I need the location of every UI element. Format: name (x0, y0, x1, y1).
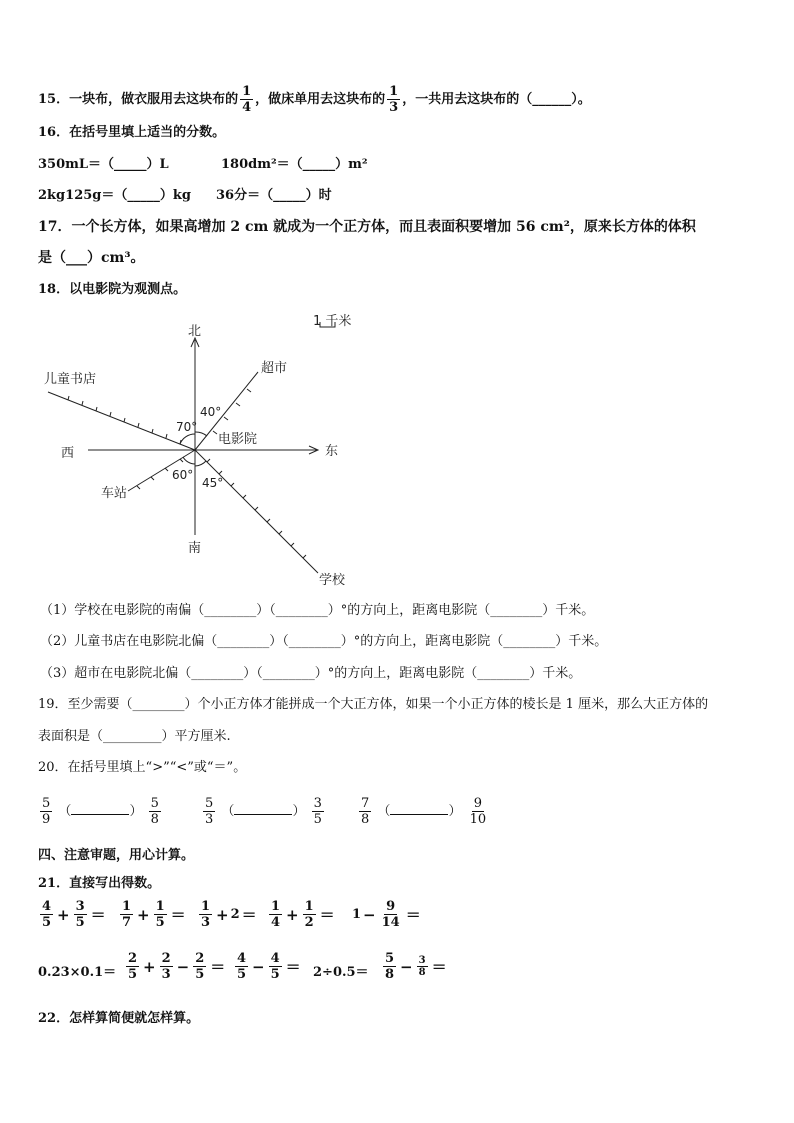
fraction (269, 951, 282, 982)
plus-sign: + (286, 905, 299, 924)
angle-arc-nw (180, 434, 195, 444)
paren-open: （ (58, 804, 72, 819)
paren-open: （ (377, 804, 391, 819)
angle-se-label: 45° (202, 476, 224, 490)
expr-1 (38, 899, 108, 930)
fraction (235, 951, 248, 982)
q15-text-post: ，一共用去这块布的（______）。 (402, 92, 591, 107)
expr-4 (267, 899, 337, 930)
equals-sign: ＝ (285, 958, 301, 976)
west-label: 西 (61, 446, 75, 461)
plus-sign: + (137, 905, 150, 924)
numerator: 5 (385, 951, 395, 966)
q18-sub-3: （3）超市在电影院北偏（________）（________）°的方向上，距离电影院（________）千米。 (40, 666, 582, 681)
numerator: 1 (271, 899, 281, 914)
fraction-right (468, 796, 489, 827)
north-label: 北 (188, 324, 202, 339)
fraction (120, 899, 133, 930)
center-label: 电影院 (218, 432, 258, 447)
compare-item-2 (201, 796, 326, 827)
plus-sign: + (143, 957, 156, 976)
answer-blank[interactable] (390, 814, 448, 815)
expr-8 (233, 951, 303, 982)
q15-text-pre: 15．一块布，做衣服用去这块布的 (38, 92, 239, 107)
numerator: 1 (155, 899, 165, 914)
numerator: 4 (42, 899, 52, 914)
numerator: 4 (270, 951, 280, 966)
denominator: 3 (161, 967, 171, 982)
numerator: 5 (205, 796, 214, 811)
expr-3 (197, 899, 259, 930)
fraction (74, 899, 87, 930)
paren-open: （ (221, 804, 235, 819)
numerator: 1 (242, 84, 252, 99)
denominator: 8 (385, 967, 395, 982)
numerator: 2 (161, 951, 171, 966)
q18-sub-2: （2）儿童书店在电影院北偏（________）（________）°的方向上，距离电影院（________）千米。 (40, 634, 608, 649)
q15-text-mid: ，做床单用去这块布的 (255, 92, 386, 107)
fraction (269, 899, 282, 930)
paren-close: ） (129, 804, 143, 819)
q16-item-c: 2kg125g＝（_____）kg (38, 188, 191, 203)
supermarket-label: 超市 (261, 361, 288, 376)
scale-label: 1 千米 (313, 314, 352, 329)
question-17-line2: 是（___）cm³。 (38, 250, 145, 266)
fraction (160, 951, 173, 982)
angle-arc-se (195, 461, 206, 466)
denominator: 14 (381, 915, 400, 930)
fraction-small (417, 955, 428, 978)
denominator: 3 (205, 812, 214, 827)
expr-9: 2÷0.5＝ (313, 965, 369, 980)
denominator: 9 (42, 812, 51, 827)
answer-blank[interactable] (234, 814, 292, 815)
fraction (199, 899, 212, 930)
ray-bookstore (48, 392, 198, 450)
denominator: 3 (389, 100, 399, 115)
fraction (303, 899, 316, 930)
numerator: 5 (150, 796, 159, 811)
equals-sign: ＝ (319, 906, 335, 924)
denominator: 5 (128, 967, 138, 982)
question-21-title: 21．直接写出得数。 (38, 876, 161, 891)
denominator: 5 (270, 967, 280, 982)
equals-sign: ＝ (90, 906, 106, 924)
bookstore-label: 儿童书店 (44, 372, 97, 387)
numerator: 9 (386, 899, 396, 914)
equals-sign: ＝ (431, 958, 447, 976)
expr-5 (352, 899, 423, 930)
question-15 (38, 84, 591, 115)
numerator: 1 (122, 899, 132, 914)
fraction-left (203, 796, 215, 827)
numerator: 1 (389, 84, 399, 99)
angle-arc-sw (183, 457, 195, 464)
fraction (154, 899, 167, 930)
fraction-right (312, 796, 324, 827)
question-22-title: 22．怎样算简便就怎样算。 (38, 1011, 200, 1026)
minus-sign: − (176, 957, 190, 976)
fraction-one-quarter (240, 84, 253, 115)
denominator: 3 (201, 915, 211, 930)
angle-ne-label: 40° (200, 405, 222, 419)
denominator: 5 (155, 915, 165, 930)
numerator: 9 (473, 796, 482, 811)
denominator: 5 (195, 967, 205, 982)
fraction-left (40, 796, 52, 827)
angle-sw-label: 60° (172, 468, 194, 482)
plus-sign: + (216, 905, 229, 924)
fraction (193, 951, 206, 982)
fraction (40, 899, 53, 930)
paren-close: ） (448, 804, 462, 819)
expr-10 (381, 951, 449, 982)
numerator: 3 (418, 955, 426, 966)
fraction-one-third (387, 84, 400, 115)
denominator: 8 (361, 812, 370, 827)
expr-2 (118, 899, 188, 930)
denominator: 8 (150, 812, 159, 827)
denominator: 7 (122, 915, 132, 930)
denominator: 10 (469, 812, 487, 827)
minus-sign: − (400, 957, 413, 976)
plus-sign: + (57, 905, 70, 924)
fraction (383, 951, 396, 982)
question-18-title: 18．以电影院为观测点。 (38, 282, 187, 297)
numerator: 2 (128, 951, 138, 966)
question-17-line1: 17．一个长方体，如果高增加 2 cm 就成为一个正方体，而且表面积要增加 56 cm²，原来长方体的体积 (38, 219, 696, 235)
compare-item-1 (38, 796, 163, 827)
q16-item-a: 350mL＝（_____）L (38, 157, 169, 172)
compare-item-3 (357, 796, 490, 827)
equals-sign: ＝ (241, 906, 257, 924)
denominator: 4 (271, 915, 281, 930)
q16-item-d: 36分＝（_____）时 (216, 188, 332, 203)
numerator: 3 (313, 796, 322, 811)
question-20-title: 20．在括号里填上“>”“<”或“＝”。 (38, 760, 247, 775)
q16-item-b: 180dm²＝（_____）m² (221, 157, 368, 172)
numerator: 1 (304, 899, 314, 914)
denominator: 4 (242, 100, 252, 115)
answer-blank[interactable] (71, 814, 129, 815)
minus-sign: − (363, 905, 376, 924)
numerator: 4 (237, 951, 247, 966)
ray-school (195, 450, 318, 573)
angle-nw-label: 70° (176, 420, 198, 434)
numerator: 7 (361, 796, 370, 811)
expr-6: 0.23×0.1＝ (38, 965, 117, 980)
paren-close: ） (292, 804, 306, 819)
school-label: 学校 (319, 573, 346, 588)
numerator: 2 (195, 951, 205, 966)
denominator: 2 (304, 915, 314, 930)
question-19-line1: 19．至少需要（________）个小正方体才能拼成一个大正方体，如果一个小正方体的棱长是 1 厘米，那么大正方体的 (38, 697, 709, 712)
denominator: 5 (313, 812, 322, 827)
fraction (380, 899, 402, 930)
fraction-left (359, 796, 371, 827)
integer: 1 (352, 907, 362, 922)
integer: 2 (230, 907, 240, 922)
denominator: 5 (237, 967, 247, 982)
q18-sub-1: （1）学校在电影院的南偏（________）（________）°的方向上，距离电影院（________）千米。 (40, 603, 595, 618)
equals-sign: ＝ (170, 906, 186, 924)
east-label: 东 (325, 444, 339, 459)
denominator: 8 (418, 967, 426, 978)
denominator: 5 (42, 915, 52, 930)
numerator: 3 (75, 899, 85, 914)
direction-diagram (0, 305, 794, 595)
section-4-heading: 四、注意审题，用心计算。 (38, 848, 195, 863)
minus-sign: − (252, 957, 265, 976)
numerator: 5 (42, 796, 51, 811)
question-19-line2: 表面积是（_________）平方厘米. (38, 729, 231, 744)
numerator: 1 (201, 899, 211, 914)
fraction-right (149, 796, 161, 827)
south-label: 南 (188, 541, 202, 556)
denominator: 5 (75, 915, 85, 930)
equals-sign: ＝ (210, 958, 226, 976)
question-16-title: 16．在括号里填上适当的分数。 (38, 125, 226, 140)
expr-7 (124, 951, 227, 982)
equals-sign: ＝ (405, 906, 421, 924)
station-label: 车站 (101, 486, 128, 501)
fraction (126, 951, 139, 982)
